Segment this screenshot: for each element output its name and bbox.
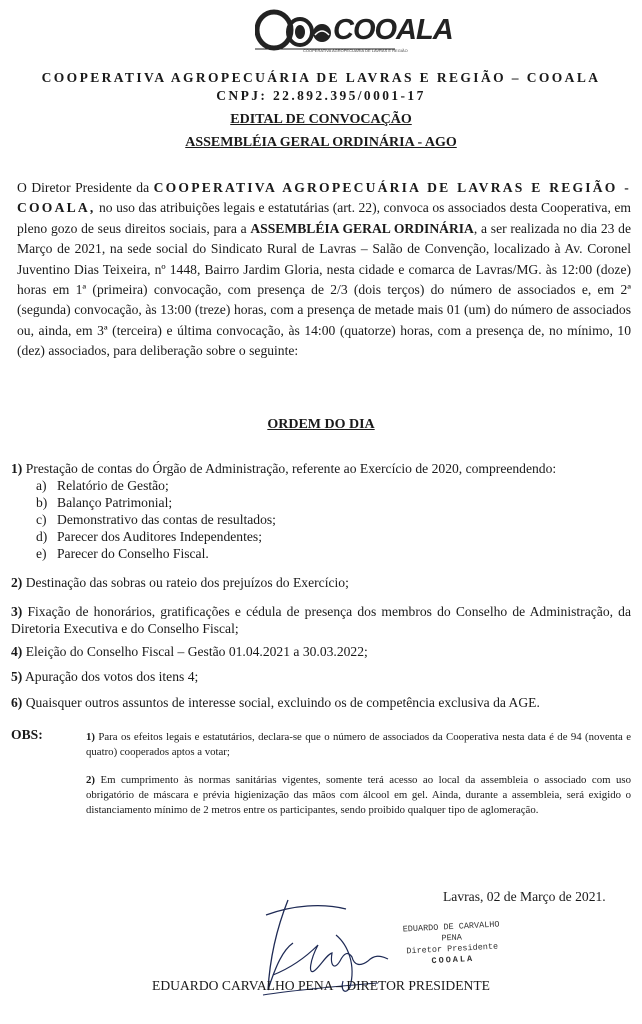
- subitem-letter: b): [36, 495, 48, 510]
- logo-wordmark: COOALA: [333, 14, 453, 46]
- agenda-item-number: 1): [11, 461, 23, 476]
- logo-subtext: COOPERATIVA AGROPECUÁRIA DE LAVRAS E REGIÃO: [303, 48, 408, 53]
- cooala-logo: [255, 8, 453, 54]
- agenda-subitem-a: [36, 477, 169, 494]
- agenda-item-text: Fixação de honorários, gratificações e cédula de presença dos membros do Conselho de Administração, da Diretoria Executiva e do Conselho Fiscal;: [11, 604, 631, 636]
- president-stamp: [392, 919, 512, 969]
- assembleia-title: ASSEMBLÉIA GERAL ORDINÁRIA - AGO: [185, 135, 457, 150]
- obs-note-2: [86, 773, 631, 818]
- obs-note-number: 2): [86, 774, 95, 786]
- agenda-subitem-b: [36, 494, 172, 511]
- stamp-role: Diretor Presidente: [406, 941, 499, 957]
- agenda-item-text: Prestação de contas do Órgão de Administração, referente ao Exercício de 2020, compreendendo:: [22, 461, 557, 476]
- agenda-item-5: [11, 668, 631, 685]
- obs-note-1: [86, 730, 631, 760]
- subitem-text: Parecer do Conselho Fiscal.: [57, 546, 209, 561]
- agenda-item-6: [11, 694, 631, 711]
- intro-ago-name: ASSEMBLÉIA GERAL ORDINÁRIA: [250, 220, 474, 236]
- stamp-name: EDUARDO DE CARVALHO PENA: [402, 919, 500, 944]
- agenda-item-number: 4): [11, 644, 23, 659]
- agenda-item-text: Apuração dos votos dos itens 4;: [22, 669, 199, 684]
- obs-note-text: Em cumprimento às normas sanitárias vigentes, somente terá acesso ao local da assembleia o associado com uso obrigatório de máscara e prévia higienização das mãos com álcool em gel. Ainda, durante a assembleia, será exigido o distanciamento mínimo de 2 metros entre os participantes, sendo proibido qualquer tipo de aglomeração.: [86, 774, 631, 816]
- agenda-item-text: Destinação das sobras ou rateio dos prejuízos do Exercício;: [22, 575, 349, 590]
- ordem-do-dia-title: ORDEM DO DIA: [267, 417, 375, 432]
- subitem-letter: c): [36, 512, 47, 527]
- agenda-item-2: [11, 574, 631, 591]
- cnpj-heading: CNPJ: 22.892.395/0001-17: [216, 88, 426, 103]
- agenda-item-4: [11, 643, 631, 660]
- obs-note-number: 1): [86, 731, 95, 743]
- agenda-item-1: [11, 460, 631, 477]
- intro-coop-name: COOPERATIVA AGROPECUÁRIA DE LAVRAS E REGIÃO - COOALA,: [17, 180, 631, 216]
- obs-note-text: Para os efeitos legais e estatutários, declara-se que o número de associados da Cooperativa nesta data é de 94 (noventa e quatro) cooperados aptos a votar;: [86, 731, 631, 758]
- intro-part-2: no uso das atribuições legais e estatutárias (art. 22), convoca os associados desta Cooperativa, em pleno gozo de seus direitos sociais, para a: [17, 200, 631, 236]
- agenda-item-number: 6): [11, 695, 23, 710]
- intro-paragraph: [17, 178, 631, 362]
- subitem-text: Parecer dos Auditores Independentes;: [57, 529, 262, 544]
- subitem-letter: a): [36, 478, 47, 493]
- agenda-item-number: 5): [11, 669, 23, 684]
- intro-part-1: O Diretor Presidente da: [17, 180, 154, 195]
- obs-label: OBS:: [11, 727, 43, 742]
- agenda-item-3: [11, 603, 631, 637]
- edital-title: EDITAL DE CONVOCAÇÃO: [230, 112, 412, 127]
- cooperative-name-heading: COOPERATIVA AGROPECUÁRIA DE LAVRAS E REGIÃO – COOALA: [41, 70, 601, 85]
- agenda-item-text: Quaisquer outros assuntos de interesse social, excluindo os de competência exclusiva da AGE.: [22, 695, 540, 710]
- agenda-item-text: Eleição do Conselho Fiscal – Gestão 01.04.2021 a 30.03.2022;: [22, 644, 368, 659]
- signer-name: EDUARDO CARVALHO PENA – DIRETOR PRESIDENTE: [152, 978, 490, 993]
- subitem-letter: e): [36, 546, 47, 561]
- agenda-item-number: 3): [11, 604, 23, 619]
- subitem-text: Balanço Patrimonial;: [57, 495, 173, 510]
- agenda-item-number: 2): [11, 575, 23, 590]
- place-date: Lavras, 02 de Março de 2021.: [443, 889, 606, 904]
- intro-part-3: , a ser realizada no dia 23 de Março de 2021, na sede social do Sindicato Rural de Lavras – Salão de Convenção, localizado à Av. Coronel Juventino Dias Teixeira, nº 1448, Bairro Jardim Gloria, nesta cidade e comarca de Lavras/MG. às 12:00 (doze) horas em 1ª (primeira) convocação, com presença de 2/3 (dois terços) do número de associados e, em 2ª (segunda) convocação, às 13:00 (treze) horas, com a presença de metade mais 01 (um) do número de associados ou, ainda, em 3ª (terceira) e última convocação, às 14:00 (quatorze) horas, com a presença de, no mínimo, 10 (dez) associados, para deliberação sobre o seguinte:: [17, 220, 631, 359]
- agenda-subitem-d: [36, 528, 262, 545]
- subitem-text: Relatório de Gestão;: [57, 478, 169, 493]
- subitem-letter: d): [36, 529, 48, 544]
- stamp-org: COOALA: [431, 953, 475, 967]
- subitem-text: Demonstrativo das contas de resultados;: [57, 512, 276, 527]
- agenda-subitem-e: [36, 545, 209, 562]
- agenda-subitem-c: [36, 511, 276, 528]
